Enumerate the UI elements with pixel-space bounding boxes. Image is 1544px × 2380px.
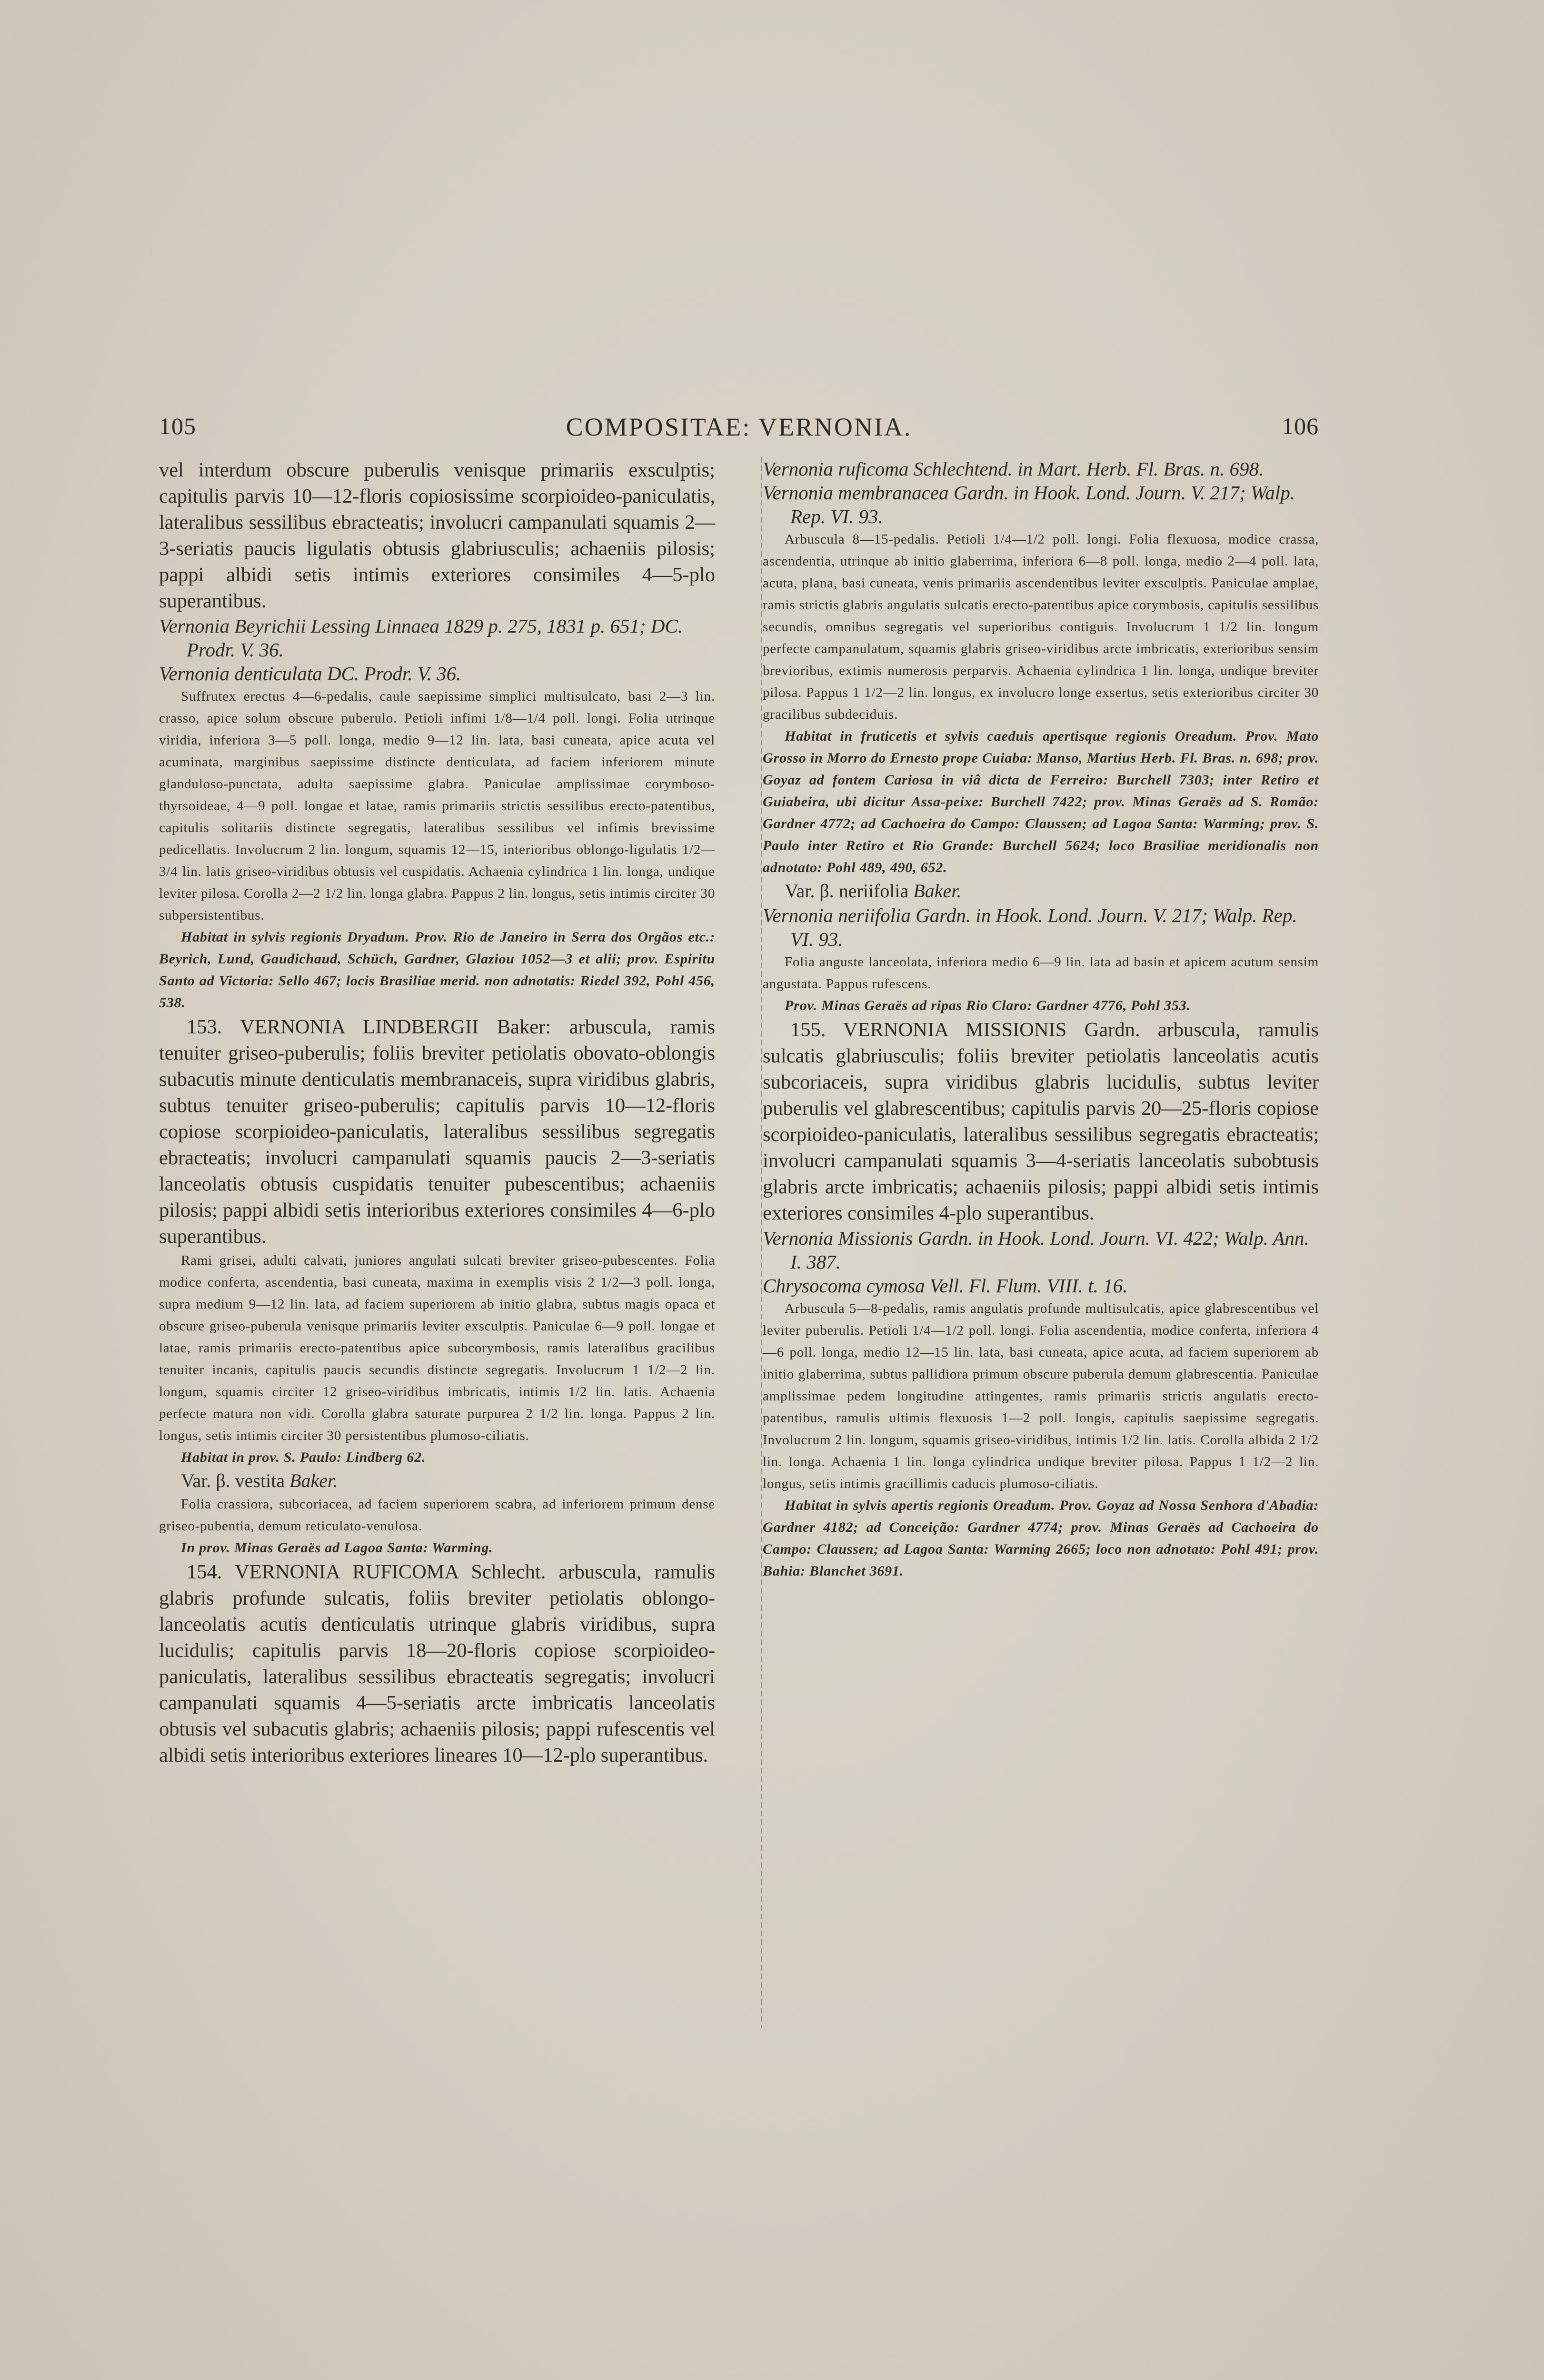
synonym-line: Vernonia denticulata DC. Prodr. V. 36. xyxy=(159,663,461,684)
synonymy-154 xyxy=(763,457,1319,528)
synonym-line: Vernonia membranacea Gardn. in Hook. Lond. Journ. V. 217; Walp. Rep. VI. 93. xyxy=(763,482,1295,527)
column-divider xyxy=(761,457,762,2028)
synonymy-152 xyxy=(159,614,715,685)
synonym-line: Vernonia Beyrichii Lessing Linnaea 1829 p. 275, 1831 p. 651; DC. Prodr. V. 36. xyxy=(159,615,683,661)
habitat-variety-vestita: In prov. Minas Geraës ad Lagoa Santa: Warming. xyxy=(181,1540,493,1556)
synonymy-155 xyxy=(763,1226,1319,1298)
synonym-line: Vernonia Missionis Gardn. in Hook. Lond. Journ. VI. 422; Walp. Ann. I. 387. xyxy=(763,1227,1309,1273)
page-number-left: 105 xyxy=(159,413,196,439)
variety-author: Baker. xyxy=(289,1470,338,1491)
habitat-153: Habitat in prov. S. Paulo: Lindberg 62. xyxy=(181,1449,426,1465)
synonym-line: Chrysocoma cymosa Vell. Fl. Flum. VIII. t. 16. xyxy=(763,1275,1128,1297)
synonym-line: Vernonia neriifolia Gardn. in Hook. Lond. Journ. V. 217; Walp. Rep. VI. 93. xyxy=(763,904,1297,950)
variety-author: Baker. xyxy=(913,880,962,902)
running-title: COMPOSITAE: VERNONIA. xyxy=(566,413,912,441)
description-155: Arbuscula 5—8-pedalis, ramis angulatis profunde multisulcatis, apice glabrescentibus vel leviter puberulis. Petioli 1/4—1/2 poll. longi. Folia ascendentia, modice conferta, inferiora 4—6 poll. longa, medio 12—15 lin. lata, basi cuneata, apice acuta, ad faciem superiorem ab initio glaberrima, subtus pallidiora primum obscure puberula demum glabrescentia. Paniculae amplissimae pedem longitudine attingentes, ramis primariis strictis angulatis erecto-patentibus, ramulis ultimis flexuosis 1—2 poll. longis, capitulis saepissime segregatis. Involucrum 2 lin. longum, squamis griseo-viridibus, intimis 1/2 lin. latis. Corolla albida 2 1/2 lin. longa. Achaenia 1 lin. longa cylindrica undique breviter pilosa. Pappus 1 1/2—2 lin. longus, setis intimis gracillimis caducis plumoso-ciliatis. xyxy=(763,1301,1319,1491)
variety-heading-vestita xyxy=(159,1468,715,1493)
synonym-line: Vernonia ruficoma Schlechtend. in Mart. Herb. Fl. Bras. n. 698. xyxy=(763,458,1264,480)
description-153: Rami grisei, adulti calvati, juniores angulati sulcati breviter griseo-pubescentes. Folia modice conferta, ascendentia, basi cuneata, maxima in exemplis visis 2 1/2—3 poll. longa, supra medium 9—12 lin. lata, ad faciem superiorem ab initio glabra, subtus magis opaca et obscure griseo-puberula venisque primariis leviter exsculptis. Paniculae 6—9 poll. longae et latae, ramis primariis erecto-patentibus apice subcorymbosis, ramis lateralibus gracilibus tenuiter incanis, capitulis paucis secundis distincte segregatis. Involucrum 1 1/2—2 lin. longum, squamis circiter 12 griseo-viridibus imbricatis, intimis 1/2 lin. latis. Achaenia perfecte matura non vidi. Corolla glabra saturate purpurea 2 1/2 lin. longa. Pappus 2 lin. longus, setis intimis circiter 30 persistentibus plumoso-ciliatis. xyxy=(159,1253,715,1443)
diagnosis-continuation: vel interdum obscure puberulis venisque primariis exsculptis; capitulis parvis 10—12-floris copiosissime scorpioideo-paniculatis, lateralibus sessilibus ebracteatis; involucri campanulati squamis 2—3-seriatis paucis ligulatis obtusis glabriusculis; achaeniis pilosis; pappi albidi setis intimis exteriores consimiles 4—5-plo superantibus. xyxy=(159,459,715,612)
description-variety-neriifolia: Folia anguste lanceolata, inferiora medio 6—9 lin. lata ad basin et apicem acutum sensim angustata. Pappus rufescens. xyxy=(763,954,1319,992)
left-column xyxy=(159,457,715,1768)
description-152: Suffrutex erectus 4—6-pedalis, caule saepissime simplici multisulcato, basi 2—3 lin. crasso, apice solum obscure puberulo. Petioli infimi 1/8—1/4 poll. longi. Folia utrinque viridia, inferiora 3—5 poll. longa, medio 9—12 lin. lata, basi cuneata, apice acuta vel acuminata, marginibus saepissime distincte denticulata, ad faciem inferiorem minute glanduloso-punctata, adulta saepissime glabra. Paniculae amplissimae corymboso-thyrsoideae, 4—9 poll. longae et latae, ramis primariis strictis sessilibus erecto-patentibus, capitulis solitariis distincte segregatis, lateralibus sessilibus vel infimis brevissime pedicellatis. Involucrum 2 lin. longum, squamis 12—15, interioribus oblongo-ligulatis 1/2—3/4 lin. latis griseo-viridibus obtusis vel cuspidatis. Achaenia cylindrica 1 lin. longa, undique leviter pilosa. Corolla 2—2 1/2 lin. longa glabra. Pappus 2 lin. longus, setis intimis circiter 30 subpersistentibus. xyxy=(159,689,715,923)
running-header xyxy=(159,412,1319,446)
habitat-154: Habitat in fruticetis et sylvis caeduis apertisque regionis Oreadum. Prov. Mato Grosso in Morro do Ernesto prope Cuiaba: Manso, Martius Herb. Fl. Bras. n. 698; prov. Goyaz ad fontem Cariosa in viâ dicta de Ferreiro: Burchell 7303; inter Retiro et Guiabeira, ubi dicitur Assa-peixe: Burchell 7422; prov. Minas Geraës ad S. Romão: Gardner 4772; ad Cachoeira do Campo: Claussen; ad Lagoa Santa: Warming; prov. S. Paulo inter Retiro et Rio Grande: Burchell 5624; loco Brasiliae meridionalis non adnotato: Pohl 489, 490, 652. xyxy=(763,728,1319,875)
description-154: Arbuscula 8—15-pedalis. Petioli 1/4—1/2 poll. longi. Folia flexuosa, modice crassa, ascendentia, utrinque ab initio glaberrima, inferiora 6—8 poll. longa, medio 2—4 poll. lata, acuta, plana, basi cuneata, venis primariis ascendentibus leviter exsculptis. Paniculae amplae, ramis strictis glabris angulatis sulcatis erecto-patentibus apice corymbosis, capitulis sessilibus secundis, omnibus segregatis vel superioribus contiguis. Involucrum 1 1/2 lin. longum perfecte campanulatum, squamis glabris griseo-viridibus arcte imbricatis, exterioribus sensim brevioribus, extimis numerosis perparvis. Achaenia cylindrica 1 lin. longa, undique breviter pilosa. Pappus 1 1/2—2 lin. longus, ex involucro longe exsertus, setis exterioribus circiter 30 gracilibus subdeciduis. xyxy=(763,532,1319,722)
species-155-diagnosis: 155. VERNONIA MISSIONIS Gardn. arbuscula, ramulis sulcatis glabriusculis; foliis breviter petiolatis lanceolatis acutis subcoriaceis, supra viridibus glabris lucidulis, subtus leviter puberulis vel glabrescentibus; capitulis parvis 20—25-floris copiose scorpioideo-paniculatis, lateralibus sessilibus segregatis ebracteatis; involucri campanulati squamis 3—4-seriatis lanceolatis subobtusis glabris arcte imbricatis; achaeniis pilosis; pappi albidi setis intimis exteriores consimiles 4-plo superantibus. xyxy=(763,1019,1319,1224)
species-153-diagnosis: 153. VERNONIA LINDBERGII Baker: arbuscula, ramis tenuiter griseo-puberulis; foliis breviter petiolatis obovato-oblongis subacutis minute denticulatis membranaceis, supra viridibus glabris, subtus tenuiter griseo-puberulis; capitulis parvis 10—12-floris copiose scorpioideo-paniculatis, lateralibus sessilibus segregatis ebracteatis; involucri campanulati squamis paucis 2—3-seriatis lanceolatis obtusis cuspidatis tenuiter pubescentibus; achaeniis pilosis; pappi albidi setis interioribus exteriores consimiles 4—6-plo superantibus. xyxy=(159,1016,715,1248)
description-variety-vestita: Folia crassiora, subcoriacea, ad faciem superiorem scabra, ad inferiorem primum dense griseo-pubentia, demum reticulato-venulosa. xyxy=(159,1497,715,1534)
right-column xyxy=(763,457,1319,1582)
variety-name: Var. β. neriifolia xyxy=(785,880,909,902)
variety-heading-neriifolia xyxy=(763,879,1319,903)
habitat-variety-neriifolia: Prov. Minas Geraës ad ripas Rio Claro: Gardner 4776, Pohl 353. xyxy=(785,998,1191,1013)
synonymy-variety-neriifolia xyxy=(763,903,1319,951)
variety-name: Var. β. vestita xyxy=(181,1470,285,1491)
species-154-diagnosis: 154. VERNONIA RUFICOMA Schlecht. arbuscula, ramulis glabris profunde sulcatis, foliis breviter petiolatis oblongo-lanceolatis acutis denticulatis utrinque glabris viridibus, supra lucidulis; capitulis parvis 18—20-floris copiose scorpioideo-paniculatis, lateralibus sessilibus ebracteatis segregatis; involucri campanulati squamis 4—5-seriatis arcte imbricatis lanceolatis obtusis vel subacutis glabris; achaeniis pilosis; pappi rufescentis vel albidi setis interioribus exteriores lineares 10—12-plo superantibus. xyxy=(159,1561,715,1766)
page-number-right: 106 xyxy=(1282,413,1319,439)
habitat-152: Habitat in sylvis regionis Dryadum. Prov. Rio de Janeiro in Serra dos Orgãos etc.: Beyrich, Lund, Gaudichaud, Schüch, Gardner, Glaziou 1052—3 et alii; prov. Espiritu Santo ad Victoria: Sello 467; locis Brasiliae merid. non adnotatis: Riedel 392, Pohl 456, 538. xyxy=(159,929,715,1011)
habitat-155: Habitat in sylvis apertis regionis Oreadum. Prov. Goyaz ad Nossa Senhora d'Abadia: Gardner 4182; ad Conceição: Gardner 4774; prov. Minas Geraës ad Cachoeira do Campo: Claussen; ad Lagoa Santa: Warming 2665; loco non adnotato: Pohl 491; prov. Bahia: Blanchet 3691. xyxy=(763,1497,1319,1579)
